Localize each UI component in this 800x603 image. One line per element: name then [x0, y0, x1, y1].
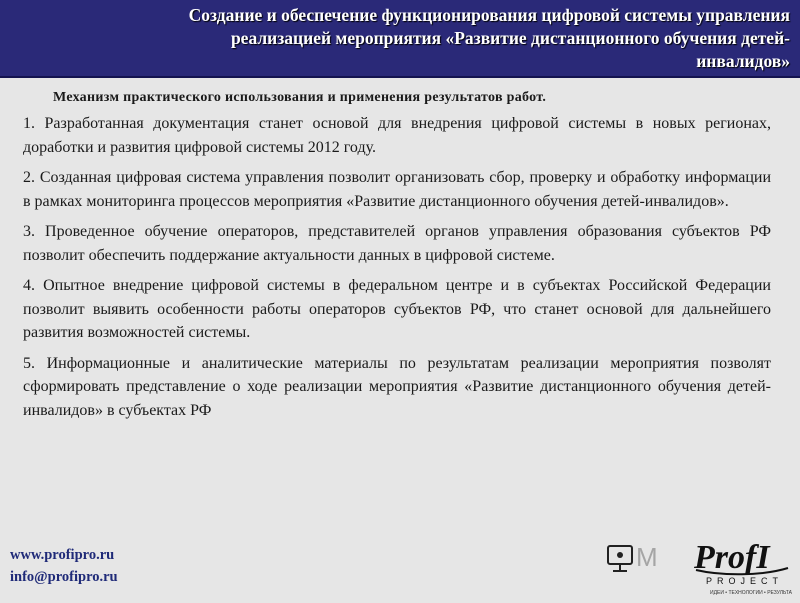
logo-subtitle: PROJECT — [706, 576, 784, 586]
paragraph-4: 4. Опытное внедрение цифровой системы в федеральном центре и в субъектах Российской Федерации позволит выявить особенности работы операторов субъектов РФ, что станет основой для дальнейшего развития возможностей системы. — [23, 277, 771, 341]
paragraph-2: 2. Созданная цифровая система управления позволит организовать сбор, проверку и обработку информации в рамках мониторинга процессов мероприятия «Развитие дистанционного обучения детей-инвалидов». — [23, 169, 771, 210]
monitor-icon — [608, 546, 632, 571]
paragraph-1: 1. Разработанная документация станет основой для внедрения цифровой системы в новых регионах, доработки и развития цифровой системы 2012 году. — [23, 115, 771, 156]
footer-contacts — [10, 544, 118, 588]
paragraph-3: 3. Проведенное обучение операторов, представителей органов управления образования субъектов РФ позволит обеспечить поддержание актуальности данных в цифровой системе. — [23, 223, 771, 264]
logo-graphic — [602, 530, 792, 598]
website-link[interactable]: www.profipro.ru — [10, 547, 115, 563]
content-area — [23, 90, 771, 429]
paragraph-5: 5. Информационные и аналитические материалы по результатам реализации мероприятия позволят сформировать представление о ходе реализации мероприятия «Развитие дистанционного обучения детей-инвалидов» в субъектах РФ — [23, 354, 771, 419]
page-title: Создание и обеспечение функционирования цифровой системы управления реализацией мероприятия «Развитие дистанционного обучения детей-инвалидов» — [188, 5, 790, 71]
logo-tagline: ИДЕИ • ТЕХНОЛОГИИ • РЕЗУЛЬТАТЫ — [710, 590, 792, 596]
svg-text:M: M — [636, 542, 658, 572]
email-link[interactable]: info@profipro.ru — [10, 569, 118, 585]
profi-project-logo — [602, 530, 792, 598]
section-subtitle: Механизм практического использования и применения результатов работ. — [53, 90, 547, 105]
logo-wordmark: ProfI — [694, 539, 770, 576]
header-bar — [0, 0, 800, 78]
